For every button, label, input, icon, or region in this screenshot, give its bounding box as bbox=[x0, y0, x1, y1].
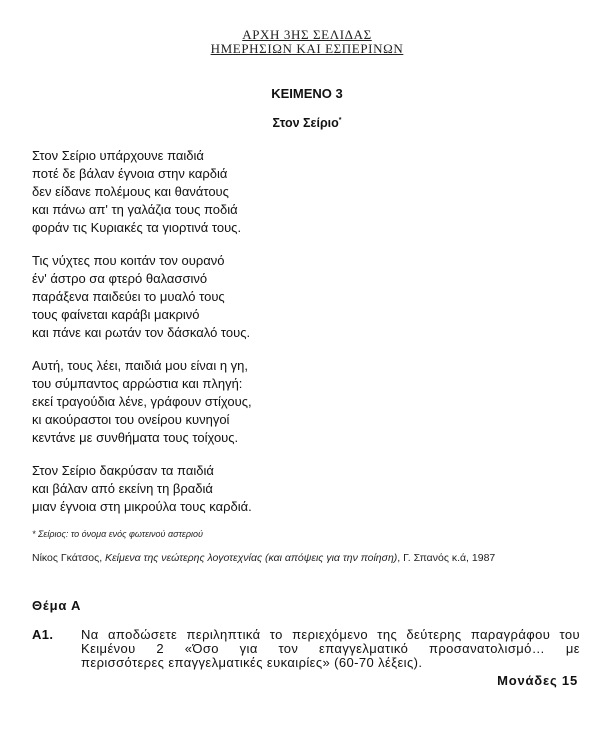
stanza bbox=[32, 357, 332, 447]
question-text bbox=[81, 628, 580, 670]
stanza bbox=[32, 252, 332, 342]
question-line: Κειμένου 2 «Όσο για τον επαγγελματικό προσανατολισμό… με bbox=[81, 641, 580, 656]
stanza bbox=[32, 462, 332, 516]
verse-line: Στον Σείριο δακρύσαν τα παιδιά bbox=[32, 463, 214, 478]
verse-line: εκεί τραγούδια λένε, γράφουν στίχους, bbox=[32, 394, 252, 409]
verse-line: κεντάνε με συνθήματα τους τοίχους. bbox=[32, 430, 239, 445]
verse-line: Τις νύχτες που κοιτάν τον ουρανό bbox=[32, 253, 225, 268]
text-title: ΚΕΙΜΕΝΟ 3 bbox=[271, 86, 343, 101]
stanza bbox=[32, 147, 332, 237]
poem-title-text: Στον Σείριο bbox=[272, 116, 339, 130]
verse-line: και βάλαν από εκείνη τη βραδιά bbox=[32, 481, 213, 496]
verse-line: έν' άστρο σα φτερό θαλασσινό bbox=[32, 271, 208, 286]
footnote: * Σείριος: το όνομα ενός φωτεινού αστεριού bbox=[32, 529, 203, 539]
poem-body bbox=[32, 147, 332, 531]
header-line-2: ΗΜΕΡΗΣΙΩΝ ΚΑΙ ΕΣΠΕΡΙΝΩΝ bbox=[210, 41, 404, 56]
poem-title bbox=[0, 116, 614, 130]
verse-line: και πάνω απ' τη γαλάζια τους ποδιά bbox=[32, 202, 238, 217]
question-line: Να αποδώσετε περιληπτικά το περιεχόμενο της δεύτερης παραγράφου του bbox=[81, 627, 580, 642]
verse-line: του σύμπαντος αρρώστια και πληγή: bbox=[32, 376, 243, 391]
header-line-1: ΑΡΧΗ 3ΗΣ ΣΕΛΙΔΑΣ bbox=[242, 27, 372, 42]
verse-line: ποτέ δε βάλαν έγνοια στην καρδιά bbox=[32, 166, 228, 181]
source-publisher: , Γ. Σπανός κ.ά, 1987 bbox=[397, 552, 496, 564]
verse-line: φοράν τις Κυριακές τα γιορτινά τους. bbox=[32, 220, 242, 235]
question-a1 bbox=[32, 628, 580, 670]
verse-line: τους φαίνεται καράβι μακρινό bbox=[32, 307, 200, 322]
source-work: Κείμενα της νεώτερης λογοτεχνίας (και απόψεις για την ποίηση) bbox=[105, 552, 398, 564]
verse-line: Αυτή, τους λέει, παιδιά μου είναι η γη, bbox=[32, 358, 249, 373]
source-citation bbox=[32, 552, 495, 564]
verse-line: κι ακούραστοι του ονείρου κυνηγοί bbox=[32, 412, 230, 427]
poem-title-footnote-mark: * bbox=[338, 116, 342, 124]
verse-line: και πάνε και ρωτάν τον δάσκαλό τους. bbox=[32, 325, 251, 340]
question-number: Α1. bbox=[32, 627, 54, 642]
verse-line: Στον Σείριο υπάρχουνε παιδιά bbox=[32, 148, 204, 163]
verse-line: μιαν έγνοια στη μικρούλα τους καρδιά. bbox=[32, 499, 252, 514]
source-author: Νίκος Γκάτσος, bbox=[32, 552, 106, 564]
verse-line: παράξενα παιδεύει το μυαλό τους bbox=[32, 289, 225, 304]
page-header bbox=[0, 28, 614, 56]
theme-heading: Θέμα Α bbox=[32, 598, 82, 613]
verse-line: δεν είδανε πολέμους και θανάτους bbox=[32, 184, 229, 199]
question-line: περισσότερες επαγγελματικές ευκαιρίες» (60-70 λέξεις). bbox=[81, 655, 423, 670]
question-points: Μονάδες 15 bbox=[497, 673, 578, 688]
